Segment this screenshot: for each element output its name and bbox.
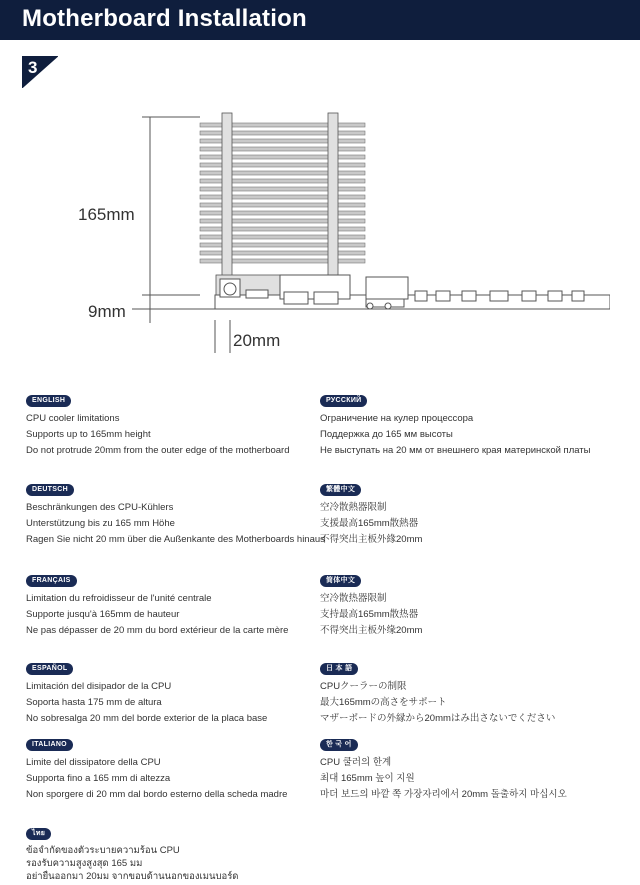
page-header xyxy=(0,0,640,40)
block-line: Unterstützung bis zu 165 mm Höhe xyxy=(26,518,175,529)
block-line: Ne pas dépasser de 20 mm du bord extérieur de la carte mère xyxy=(26,625,289,636)
block-italiano xyxy=(26,733,326,803)
base-dimension-label: 9mm xyxy=(88,302,126,321)
block-line: 최대 165mm 높이 지원 xyxy=(320,773,415,784)
block-line: 支援最高165mm散熱器 xyxy=(320,518,419,529)
block-line: ข้อจำกัดของตัวระบายความร้อน CPU xyxy=(26,845,180,856)
block-line: 最大165mmの高さをサポート xyxy=(320,697,447,708)
step-badge xyxy=(22,56,58,88)
block-line: Do not protrude 20mm from the outer edge of the motherboard xyxy=(26,445,290,456)
block-line: Limitation du refroidisseur de l'unité centrale xyxy=(26,593,212,604)
offset-dimension-label: 20mm xyxy=(233,331,281,350)
block-line: CPU 쿨러의 한계 xyxy=(320,757,392,768)
height-dimension-label: 165mm xyxy=(78,205,135,224)
block-line: Supporta fino a 165 mm di altezza xyxy=(26,773,171,784)
block-line: Beschränkungen des CPU-Kühlers xyxy=(26,502,174,513)
language-badge: FRANÇAIS xyxy=(26,575,77,587)
block-line: 不得突出主板外缘20mm xyxy=(320,625,423,636)
block-thai xyxy=(26,822,326,883)
cooler-diagram-illustration xyxy=(70,95,610,365)
block-line: 支持最高165mm散热器 xyxy=(320,609,419,620)
block-line: CPU cooler limitations xyxy=(26,413,120,424)
block-line: Ragen Sie nicht 20 mm über die Außenkante des Motherboards hinaus xyxy=(26,534,325,545)
block-line: Supporte jusqu'à 165mm de hauteur xyxy=(26,609,180,620)
block-deutsch xyxy=(26,478,326,548)
block-simp-chinese xyxy=(320,569,620,639)
language-badge: 日 本 語 xyxy=(320,663,358,675)
block-line: 마더 보드의 바깥 쪽 가장자리에서 20mm 돌출하지 마십시오 xyxy=(320,789,567,800)
block-line: Limite del dissipatore della CPU xyxy=(26,757,161,768)
cooler-clearance-diagram xyxy=(70,95,610,365)
block-line: Limitación del disipador de la CPU xyxy=(26,681,172,692)
language-badge: 简体中文 xyxy=(320,575,361,587)
block-trad-chinese xyxy=(320,478,620,548)
block-line: No sobresalga 20 mm del borde exterior de la placa base xyxy=(26,713,268,724)
block-russian xyxy=(320,389,620,459)
block-english xyxy=(26,389,326,459)
language-badge: ITALIANO xyxy=(26,739,73,751)
language-badge: DEUTSCH xyxy=(26,484,74,496)
block-line: 不得突出主板外緣20mm xyxy=(320,534,423,545)
step-number: 3 xyxy=(28,58,38,77)
block-line: อย่ายื่นออกมา 20มม จากขอบด้านนอกของเมนบอร์ด xyxy=(26,871,239,882)
language-badge: РУССКИЙ xyxy=(320,395,367,407)
language-badge: ENGLISH xyxy=(26,395,71,407)
block-korean xyxy=(320,733,620,803)
block-line: 空冷散热器限制 xyxy=(320,593,387,604)
block-japanese xyxy=(320,657,620,727)
block-line: CPUクーラーの制限 xyxy=(320,681,407,692)
language-badge: 繁體中文 xyxy=(320,484,361,496)
block-line: รองรับความสูงสูงสุด 165 มม xyxy=(26,858,143,869)
block-line: Supports up to 165mm height xyxy=(26,429,151,440)
block-line: マザーボードの外縁から20mmはみ出さないでください xyxy=(320,713,556,724)
language-badge: ESPAÑOL xyxy=(26,663,73,675)
block-line: Не выступать на 20 мм от внешнего края материнской платы xyxy=(320,445,591,456)
block-line: Soporta hasta 175 mm de altura xyxy=(26,697,162,708)
language-badge: 한 국 어 xyxy=(320,739,358,751)
block-espanol xyxy=(26,657,326,727)
page-title: Motherboard Installation xyxy=(22,5,307,32)
block-line: Non sporgere di 20 mm dal bordo esterno della scheda madre xyxy=(26,789,288,800)
block-line: Поддержка до 165 мм высоты xyxy=(320,429,453,440)
block-francais xyxy=(26,569,326,639)
language-badge: ไทย xyxy=(26,828,51,840)
block-line: 空冷散熱器限制 xyxy=(320,502,387,513)
block-line: Ограничение на кулер процессора xyxy=(320,413,474,424)
